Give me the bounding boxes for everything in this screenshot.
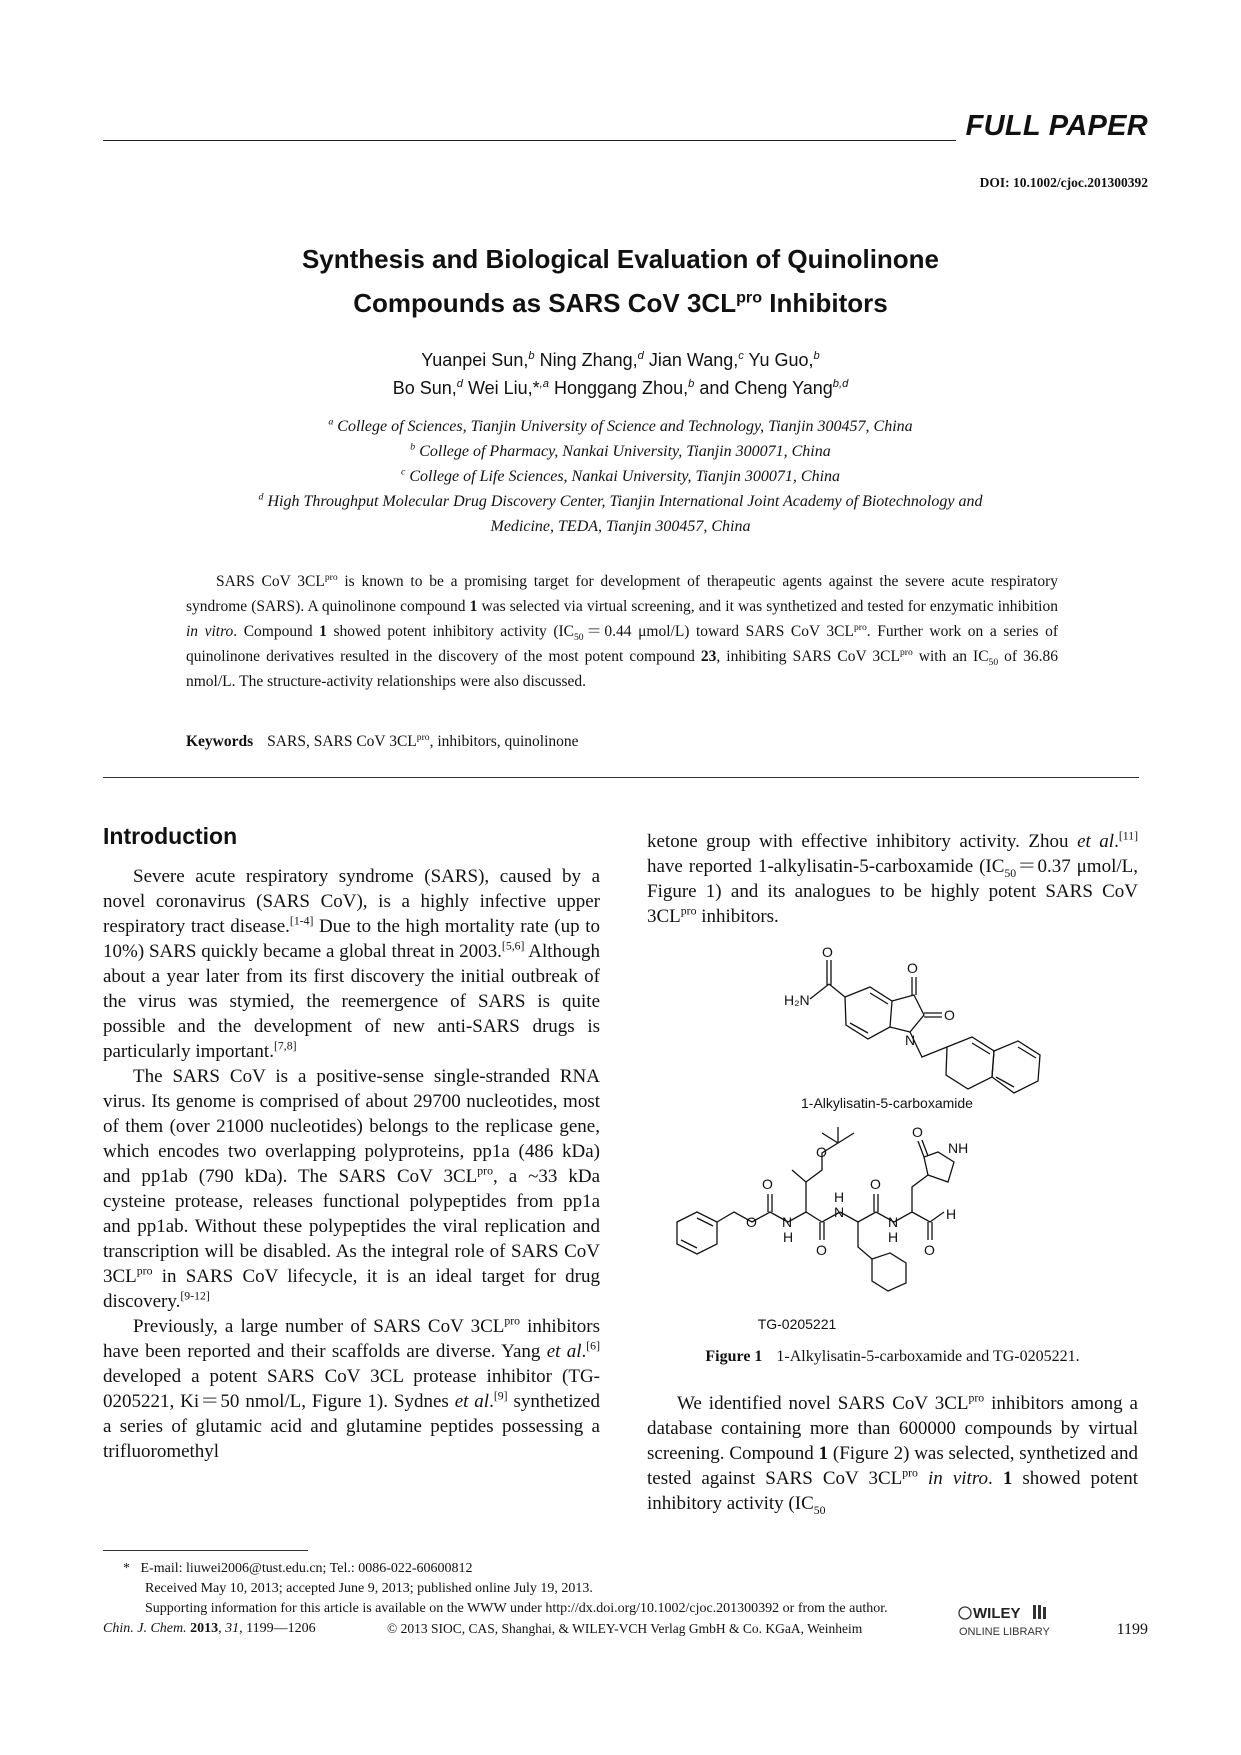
footnote-supporting: Supporting information for this article is available on the WWW under http://dx.doi.org/10.1002/cjoc.201300392 or from the author. — [145, 1601, 888, 1616]
footer-copyright: © 2013 SIOC, CAS, Shanghai, & WILEY-VCH Verlag GmbH & Co. KGaA, Weinheim — [387, 1621, 863, 1636]
right-column-top — [647, 829, 1138, 929]
lactam-bond — [924, 1013, 942, 1017]
footnote-received: Received May 10, 2013; accepted June 9, 2013; published online July 19, 2013. — [145, 1581, 593, 1596]
intro-paragraph-3: Previously, a large number of SARS CoV $3CL^{pro}$ inhibitors have been reported and their scaffolds are diverse. Yang et al.[6] developed a potent SARS CoV 3CL protease inhibitor (TG-0205221, Ki＝50 nmol/L, Figure 1). Sydnes et al.[9] synthetized a series of glutamic acid and glutamine peptides possessing a trifluoromethyl — [103, 1314, 600, 1462]
abstract-rule — [103, 777, 1139, 778]
atom-o-6: O — [816, 1144, 827, 1160]
footnote-email: * E-mail: liuwei2006@tust.edu.cn; Tel.: 0086-022-60600812 — [123, 1561, 473, 1576]
amide-bonds — [810, 984, 845, 999]
figure-1-structures — [722, 944, 1052, 1347]
naphthyl-ring-1 — [946, 1037, 994, 1089]
atom-h-2: H — [834, 1189, 845, 1205]
figure-caption-label: Figure 1 — [705, 1348, 763, 1365]
backbone-3 — [876, 1175, 928, 1222]
backbone-1 — [788, 1212, 840, 1222]
atom-n-1: N — [905, 1032, 916, 1048]
section-label: FULL PAPER — [965, 110, 1148, 142]
affiliation-c: $^c$ College of Life Sciences, Nankai University, Tianjin 300071, China — [400, 466, 841, 485]
affiliation-a: $^a$ College of Sciences, Tianjin University of Science and Technology, Tianjin 300457, China — [328, 416, 913, 435]
cyclohexyl-ring — [872, 1253, 906, 1291]
footnote-rule — [103, 1550, 308, 1551]
paper-title — [0, 237, 1241, 325]
page-number: 1199 — [1116, 1621, 1148, 1638]
carbonyl-2 — [820, 1222, 824, 1240]
carbonyl-bond — [827, 960, 831, 985]
lactam-carbonyl — [918, 1140, 928, 1157]
author-line-1: Yuanpei Sun,$^b$ Ning Zhang,$^d$ Jian Wang,$^c$ Yu Guo,$^b$ — [421, 350, 820, 370]
structure-label-1: 1-Alkylisatin-5-carboxamide — [801, 1095, 973, 1111]
doi: DOI: 10.1002/cjoc.201300392 — [979, 175, 1148, 190]
author-line-2: Bo Sun,$^d$ Wei Liu,*$^{,a}$ Honggang Zhou,$^b$ and Cheng Yang$^{b,d}$ — [392, 378, 849, 398]
figure-caption: Figure 1 1-Alkylisatin-5-carboxamide and TG-0205221. — [705, 1348, 1080, 1365]
atom-o-3: O — [944, 1007, 955, 1023]
atom-h2n: H₂N — [784, 992, 810, 1008]
title-line-2: Compounds as SARS CoV $3CL^{pro}$ Inhibitors — [353, 288, 888, 318]
benzene-ring — [845, 987, 892, 1039]
atom-o-9: O — [912, 1124, 923, 1140]
atom-h-1: H — [783, 1229, 794, 1245]
affiliation-b: $^b$ College of Pharmacy, Nankai University, Tianjin 300071, China — [410, 441, 831, 460]
cyclohexyl-link — [858, 1222, 872, 1259]
atom-o-8: O — [870, 1176, 881, 1192]
left-column — [103, 864, 600, 1464]
atom-n-4: N — [888, 1214, 899, 1230]
author-list — [0, 346, 1241, 402]
carbonyl-3 — [874, 1194, 878, 1212]
wiley-mark-icon — [959, 1607, 971, 1619]
atom-h-4: H — [946, 1206, 957, 1222]
footer-citation: Chin. J. Chem. 2013, 31, 1199—1206 — [103, 1621, 316, 1636]
abstract-text: SARS CoV $3CL^{pro}$ is known to be a promising target for development of therapeutic agents against the severe acute respiratory syndrome (SARS). A quinolinone compound 1 was selected via virtual screening, and it was synthetized and tested for enzymatic inhibition in vitro. Compound 1 showed potent inhibitory activity ($IC_{50}=0.44$ μmol/L) toward SARS CoV $3CL^{pro}$. Further work on a series of quinolinone derivatives resulted in the discovery of the most potent compound 23, inhibiting SARS CoV $3CL^{pro}$ with an $IC_{50}$ of 36.86 nmol/L. The structure-activity relationships were also discussed. — [186, 571, 1058, 690]
atom-o-1: O — [822, 944, 833, 960]
right-column-bottom — [647, 1391, 1138, 1516]
atom-o-4: O — [762, 1176, 773, 1192]
intro-paragraph-2: The SARS CoV is a positive-sense single-stranded RNA virus. Its genome is comprised of about 29700 nucleotides, most of them (over 21000 nucleotides) belongs to the replicase gene, which encodes two overlapping polyproteins, pp1a (486 kDa) and pp1ab (790 kDa). The SARS CoV $3CL^{pro}$, a ~33 kDa cysteine protease, releases functional polypeptides from pp1a and pp1ab. Without these polypeptides the viral replication and transcription will be disabled. As the integral role of SARS CoV $3CL^{pro}$ in SARS CoV lifecycle, it is an ideal target for drug discovery.[9-12] — [103, 1066, 600, 1312]
atom-nh: NH — [948, 1140, 969, 1156]
atom-n-2: N — [782, 1214, 793, 1230]
wiley-book-1 — [1033, 1605, 1036, 1619]
tbu-threonine — [792, 1127, 854, 1212]
affiliation-d-cont: Medicine, TEDA, Tianjin 300457, China — [490, 518, 751, 535]
affiliation-d: $^d$ High Throughput Molecular Drug Discovery Center, Tianjin International Joint Academy of Biotechnology and — [258, 491, 983, 510]
intro-paragraph-4: We identified novel SARS CoV $3CL^{pro}$ inhibitors among a database containing more than 600000 compounds by virtual screening. Compound 1 (Figure 2) was selected, synthetized and tested against SARS CoV $3CL^{pro}$ in vitro. 1 showed potent inhibitory activity ($IC_{50}$ — [647, 1391, 1139, 1517]
structure-label-2: TG-0205221 — [757, 1316, 837, 1332]
aldehyde — [912, 1212, 944, 1222]
atom-o-2: O — [907, 960, 918, 976]
keywords: Keywords SARS, SARS CoV $3CL^{pro}$, inhibitors, quinolinone — [186, 731, 579, 750]
abstract — [186, 569, 1058, 694]
atom-n-3: N — [834, 1204, 845, 1220]
atom-o-10: O — [924, 1242, 935, 1258]
atom-o-7: O — [816, 1242, 827, 1258]
wiley-online-library-logo[interactable] — [957, 1603, 1077, 1639]
aldehyde-carbonyl — [928, 1222, 932, 1240]
ketone-bond — [912, 977, 916, 995]
atom-h-3: H — [888, 1229, 899, 1245]
section-heading-introduction: Introduction — [103, 823, 238, 849]
backbone-2 — [840, 1212, 876, 1222]
wiley-book-2 — [1038, 1605, 1041, 1619]
affiliations — [0, 414, 1241, 539]
five-ring — [890, 995, 924, 1032]
intro-paragraph-1: Severe acute respiratory syndrome (SARS), caused by a novel coronavirus (SARS CoV), is a highly infective upper respiratory tract disease.[1-4] Due to the high mortality rate (up to 10%) SARS quickly became a global threat in 2003.[5,6] Although about a year later from its first discovery the initial outbreak of the virus was stymied, the reemergence of SARS is quite possible and the development of new anti-SARS drugs is particularly important.[7,8] — [103, 866, 601, 1062]
benzyl-link — [910, 1032, 947, 1057]
naphthyl-inner — [972, 1043, 1036, 1087]
header-rule — [103, 140, 956, 141]
wiley-logo-bottom: ONLINE LIBRARY — [959, 1626, 1050, 1638]
wiley-book-3 — [1043, 1607, 1046, 1619]
cbz-carbonyl — [768, 1194, 772, 1212]
benzyl-inner — [681, 1218, 713, 1248]
atom-o-5: O — [746, 1214, 757, 1230]
wiley-logo-top: WILEY — [973, 1605, 1021, 1622]
intro-paragraph-3-cont: ketone group with effective inhibitory activity. Zhou et al.[11] have reported 1-alkylisatin-5-carboxamide ($IC_{50}=0.37$ μmol/L, Figure 1) and its analogues to be highly potent SARS CoV $3CL^{pro}$ inhibitors. — [647, 829, 1138, 927]
title-line-1: Synthesis and Biological Evaluation of Quinolinone — [301, 244, 940, 274]
pyrrolidinone — [924, 1152, 954, 1182]
naphthyl-ring-2 — [992, 1041, 1040, 1093]
keywords-label: Keywords — [186, 733, 254, 750]
benzene-inner — [850, 993, 888, 1033]
